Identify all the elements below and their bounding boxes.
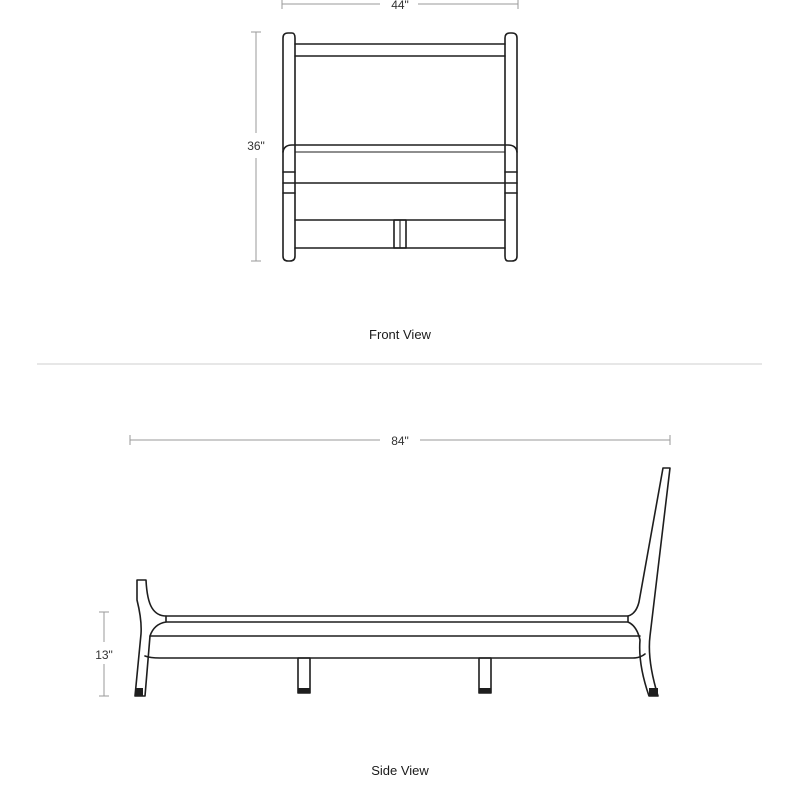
front-width-dimension: [282, 0, 518, 12]
side-bed-drawing: [135, 468, 670, 696]
front-bed-drawing: [283, 33, 517, 261]
side-length-dimension: [130, 434, 670, 448]
side-view: [95, 434, 670, 778]
side-length-label: 84": [391, 434, 409, 448]
front-height-dimension: [247, 32, 265, 261]
front-width-label: 44": [391, 0, 409, 12]
front-view-caption: Front View: [369, 327, 431, 342]
side-view-caption: Side View: [371, 763, 429, 778]
front-height-label: 36": [247, 139, 265, 153]
front-view: [247, 0, 518, 342]
side-height-dimension: [95, 612, 113, 696]
side-height-label: 13": [95, 648, 113, 662]
